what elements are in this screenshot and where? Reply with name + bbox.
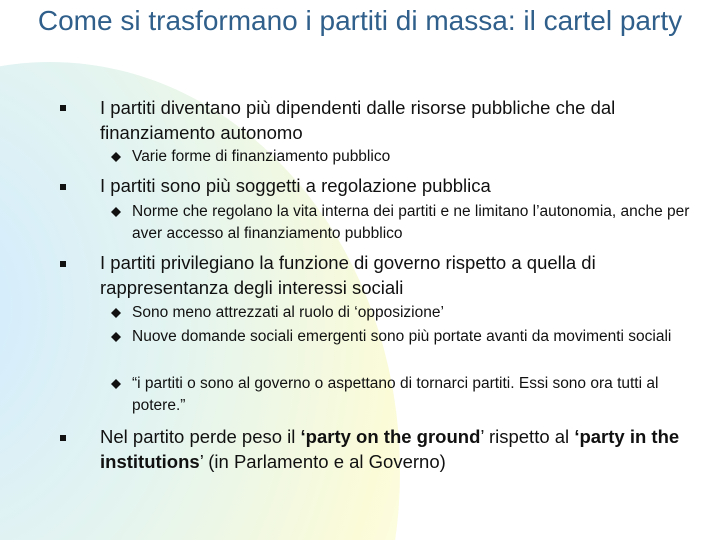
sub-item-1-1: Varie forme di finanziamento pubblico [132,148,391,165]
bullet-item-1: I partiti diventano più dipendenti dalle risorse pubbliche che dal finanziamento autonomo [100,97,616,143]
sub-item-3-3: “i partiti o sono al governo o aspettano di tornarci partiti. Essi sono ora tutti al potere.” [132,375,659,414]
square-bullet-icon [60,435,66,441]
square-bullet-icon [60,184,66,190]
sub-item-3-1: Sono meno attrezzati al ruolo di ‘opposizione’ [132,304,444,321]
item-4-bold-party-on-the-ground: ‘party on the ground [300,426,481,447]
item-4-text-c: ’ (in Parlamento e al Governo) [199,451,446,472]
diamond-bullet-icon [111,308,121,318]
diamond-bullet-icon [111,332,121,342]
bullet-item-3: I partiti privilegiano la funzione di governo rispetto a quella di rappresentanza degli interessi sociali [100,252,596,298]
item-4-text-a: Nel partito perde peso il [100,426,301,447]
diamond-bullet-icon [111,379,121,389]
bullet-item-4 [100,424,700,474]
bullet-item-2: I partiti sono più soggetti a regolazione pubblica [100,175,491,196]
square-bullet-icon [60,261,66,267]
item-4-text-b: ’ rispetto al [480,426,575,447]
sub-item-2-1: Norme che regolano la vita interna dei partiti e ne limitano l’autonomia, anche per aver accesso al finanziamento pubblico [132,203,690,242]
square-bullet-icon [60,105,66,111]
diamond-bullet-icon [111,152,121,162]
sub-item-3-2: Nuove domande sociali emergenti sono più portate avanti da movimenti sociali [132,328,672,345]
diamond-bullet-icon [111,207,121,217]
item-4-bold-party-in-the-institutions: ‘party in the institutions [100,426,680,472]
slide-title: Come si trasformano i partiti di massa: il cartel party [37,5,683,36]
